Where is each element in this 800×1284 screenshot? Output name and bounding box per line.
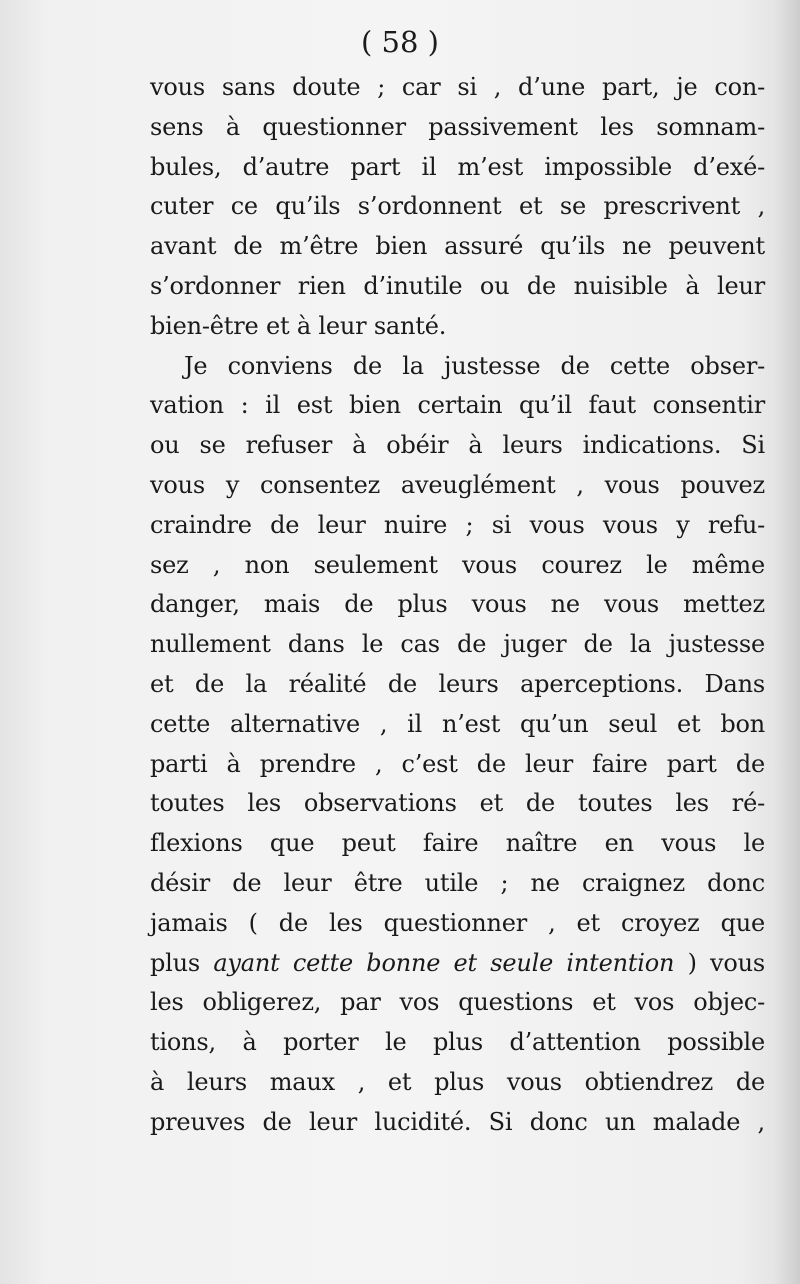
text-line: tions, à porter le plus d’attention possible bbox=[150, 1028, 765, 1057]
text-line: nullement dans le cas de juger de la justesse bbox=[150, 630, 765, 659]
text-line: preuves de leur lucidité. Si donc un malade , bbox=[150, 1107, 765, 1136]
text-line: et de la réalité de leurs aperceptions. Dans bbox=[150, 669, 765, 698]
text-line: danger, mais de plus vous ne vous mettez bbox=[150, 590, 765, 619]
text-line: bules, d’autre part il m’est impossible d’exé- bbox=[150, 152, 765, 181]
text-line: cuter ce qu’ils s’ordonnent et se prescrivent , bbox=[150, 192, 765, 221]
text-line: jamais ( de les questionner , et croyez que bbox=[150, 908, 765, 937]
text-line-with-italic bbox=[150, 944, 765, 984]
text-segment: plus bbox=[150, 948, 201, 977]
text-line: s’ordonner rien d’inutile ou de nuisible à leur bbox=[150, 271, 765, 300]
text-line: flexions que peut faire naître en vous le bbox=[150, 829, 765, 858]
text-line: sez , non seulement vous courez le même bbox=[150, 550, 765, 579]
text-line: cette alternative , il n’est qu’un seul et bon bbox=[150, 709, 765, 738]
text-line: parti à prendre , c’est de leur faire part de bbox=[150, 749, 765, 778]
page-number: ( 58 ) bbox=[361, 25, 439, 59]
text-line: sens à questionner passivement les somnam- bbox=[150, 112, 765, 141]
paragraph-start-line: Je conviens de la justesse de cette obser- bbox=[184, 351, 765, 380]
text-line: toutes les observations et de toutes les ré- bbox=[150, 789, 765, 818]
text-line: vation : il est bien certain qu’il faut consentir bbox=[150, 391, 765, 420]
text-segment: ) vous bbox=[687, 948, 765, 977]
text-line: vous sans doute ; car si , d’une part, je con- bbox=[150, 73, 765, 101]
text-line: craindre de leur nuire ; si vous vous y refu- bbox=[150, 510, 765, 539]
italic-phrase: ayant cette bonne et seule intention bbox=[213, 948, 675, 977]
paragraph-end-line: bien-être et à leur santé. bbox=[150, 311, 447, 340]
body-text bbox=[150, 68, 765, 1143]
text-line: avant de m’être bien assuré qu’ils ne peuvent bbox=[150, 232, 765, 261]
text-line: ou se refuser à obéir à leurs indications. Si bbox=[150, 431, 765, 460]
text-line: à leurs maux , et plus vous obtiendrez de bbox=[150, 1067, 765, 1096]
text-line: vous y consentez aveuglément , vous pouvez bbox=[150, 470, 765, 499]
page-edge-shadow bbox=[774, 0, 800, 1284]
text-line: désir de leur être utile ; ne craignez donc bbox=[150, 868, 765, 897]
text-line: les obligerez, par vos questions et vos objec- bbox=[150, 988, 765, 1017]
